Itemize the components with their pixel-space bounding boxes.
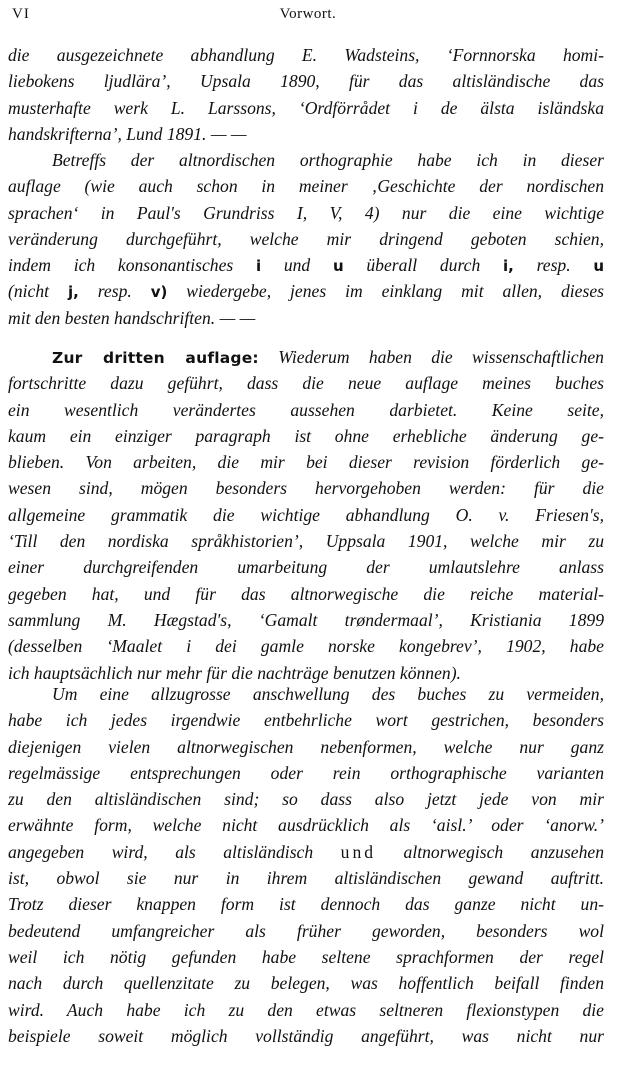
text-line: auflage (wie auch schon in meiner ‚Geschichte der nordischen — [8, 176, 604, 197]
line-fragment: und — [283, 255, 311, 276]
line-fragment: indem ich konsonantisches — [8, 255, 234, 276]
text-line: diejenigen vielen altnorwegischen nebenformen, welche nur ganz — [8, 736, 604, 757]
text-line — [8, 252, 604, 278]
line-fragment: überall durch — [366, 255, 481, 276]
text-line: wird. Auch habe ich zu den etwas seltneren flexionstypen die — [8, 999, 604, 1020]
text-line: Trotz dieser knappen form ist dennoch das ganze nicht un- — [8, 894, 604, 915]
text-line — [8, 839, 604, 865]
text-line: blieben. Von arbeiten, die mir bei dieser revision förderlich ge- — [8, 452, 604, 473]
text-line: allgemeine grammatik die wichtige abhandlung O. v. Friesen's, — [8, 504, 604, 525]
text-line: veränderung durchgeführt, welche mir dringend geboten schien, — [8, 228, 604, 249]
text-line: Um eine allzugrosse anschwellung des buches zu vermeiden, — [52, 684, 604, 704]
spaced-word: und — [340, 841, 377, 862]
text-line: (desselben ‘Maalet i dei gamle norske kongebrev’, 1902, habe — [8, 636, 604, 657]
text-line: liebokens ljudlära’, Upsala 1890, für das altisländische das — [8, 71, 604, 92]
text-line: ich hauptsächlich nur mehr für die nachträge benutzen können). — [8, 662, 461, 683]
running-head — [8, 4, 608, 26]
text-line: regelmässige entsprechungen oder rein orthographische varianten — [8, 762, 604, 783]
text-line: ‘Till den nordiska språkhistorien’, Uppsala 1901, welche mir zu — [8, 531, 604, 552]
paragraph-1 — [8, 42, 604, 147]
paragraph-orthography — [8, 147, 604, 331]
text-line: die ausgezeichnete abhandlung E. Wadsteins, ‘Fornnorska homi- — [8, 45, 604, 65]
text-line: habe ich jedes irgendwie entbehrliche wort gestrichen, besonders — [8, 710, 604, 731]
text-line: bedeutend umfangreicher als früher geworden, besonders wol — [8, 920, 604, 941]
text-line: handskrifterna’, Lund 1891. — — — [8, 123, 247, 144]
section-heading: Zur dritten auflage: — [52, 349, 259, 367]
text-line: fortschritte dazu geführt, dass die neue auflage meines buches — [8, 373, 604, 394]
line-fragment: resp. — [536, 255, 571, 276]
text-line: musterhafte werk L. Larssons, ‘Ordförrådet i de älsta isländska — [8, 97, 604, 118]
text-line: nach durch quellenzitate zu belegen, was hoffentlich beifall finden — [8, 973, 604, 994]
text-line: erwähnte form, welche nicht ausdrücklich als ‘aisl.’ oder ‘anorw.’ — [8, 815, 604, 836]
text-line: zu den altisländischen sind; so dass also jetzt jede von mir — [8, 789, 604, 810]
line-fragment: resp. — [97, 281, 132, 302]
line-fragment: altnorwegisch anzusehen — [403, 841, 605, 862]
text-line: einer durchgreifenden umarbeitung der umlautslehre anlass — [8, 557, 604, 578]
page-number: VI — [12, 6, 30, 22]
running-title: Vorwort. — [279, 6, 337, 22]
text-line: Betreffs der altnordischen orthographie habe ich in dieser — [52, 150, 604, 170]
text-line — [8, 278, 604, 304]
text-line: sprachen‘ in Paul's Grundriss I, V, 4) nur die eine wichtige — [8, 202, 604, 223]
line-fragment: angegeben wird, als altisländisch — [8, 841, 314, 862]
fraktur-letter: i, — [503, 257, 514, 276]
text-line: ist, obwol sie nur in ihrem altisländischen gewand auftritt. — [8, 868, 604, 889]
text-line: wesen sind, mögen besonders hervorgehoben werden: für die — [8, 478, 604, 499]
line-fragment: (nicht — [8, 281, 50, 302]
line-fragment: Wiederum haben die wissenschaftlichen — [278, 347, 604, 367]
paragraph-third-edition — [8, 344, 604, 686]
fraktur-letter: j, — [67, 283, 79, 302]
fraktur-letter: i — [255, 257, 262, 276]
fraktur-letter: u — [332, 257, 344, 276]
line-fragment: wiedergebe, jenes im einklang mit allen, dieses — [186, 281, 604, 302]
fraktur-letter: u — [593, 257, 605, 276]
text-line: mit den besten handschriften. — — — [8, 307, 256, 328]
text-line: beispiele soweit möglich vollständig angeführt, was nicht nur — [8, 1025, 604, 1046]
text-line: sammlung M. Hægstad's, ‘Gamalt trøndermaal’, Kristiania 1899 — [8, 609, 604, 630]
text-line — [8, 344, 604, 370]
fraktur-letter: v) — [150, 283, 168, 302]
text-line: kaum ein einziger paragraph ist ohne erhebliche änderung ge- — [8, 425, 604, 446]
text-line: ein wesentlich verändertes aussehen darbietet. Keine seite, — [8, 399, 604, 420]
paragraph-abridgement — [8, 681, 604, 1049]
text-line: weil ich nötig gefunden habe seltene sprachformen der regel — [8, 946, 604, 967]
text-line: gegeben hat, und für das altnorwegische die reiche material- — [8, 583, 604, 604]
